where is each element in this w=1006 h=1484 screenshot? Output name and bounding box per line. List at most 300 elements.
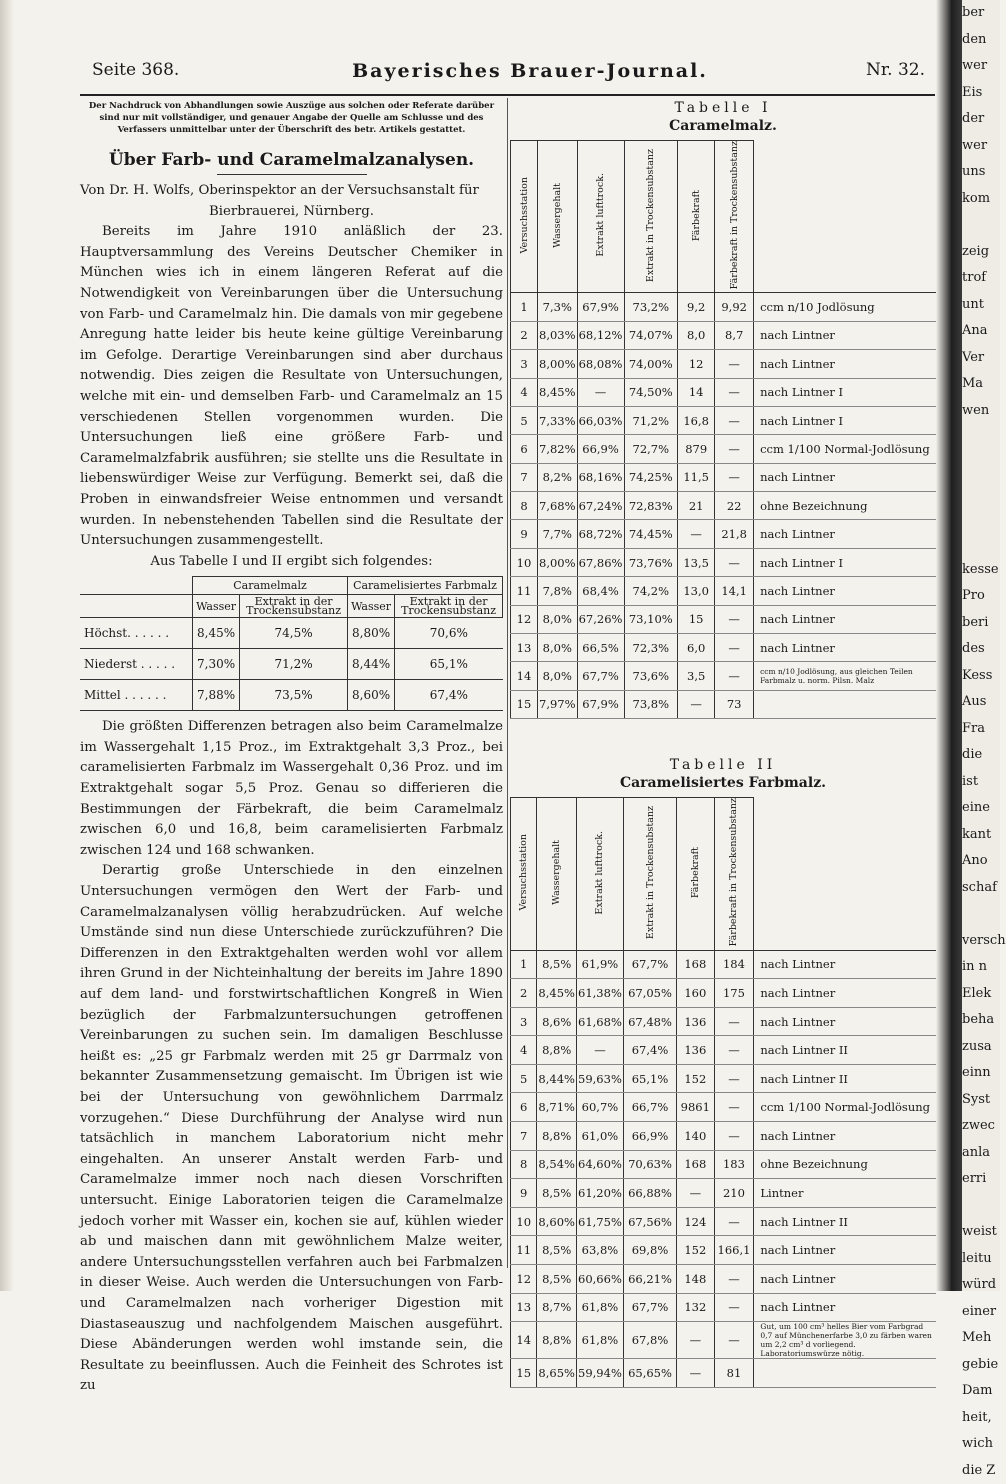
table-cell: —: [714, 1122, 754, 1151]
table-row: [511, 950, 937, 979]
strip-line: des: [962, 636, 1000, 663]
table-cell: 8,03%: [538, 321, 578, 349]
strip-line: ist: [962, 769, 1000, 796]
table-cell: 16,8: [678, 406, 715, 434]
table-cell: 8,8%: [537, 1036, 577, 1065]
table-cell: —: [715, 378, 754, 406]
table-row: [511, 1207, 937, 1236]
table-cell: 68,08%: [577, 350, 624, 378]
table-cell: 72,7%: [624, 435, 678, 463]
table-row: [511, 1093, 937, 1122]
table-cell: 67,9%: [577, 293, 624, 321]
table-cell: 61,75%: [576, 1207, 623, 1236]
method-note: nach Lintner: [754, 1265, 936, 1294]
strip-line: gebie: [962, 1352, 1000, 1379]
table-cell: 61,8%: [576, 1293, 623, 1322]
table-row: [511, 634, 937, 662]
table-cell: 59,94%: [576, 1359, 623, 1388]
t1-header: Versuchsstation: [519, 177, 530, 254]
table-cell: 72,3%: [624, 634, 678, 662]
table-cell: —: [715, 634, 754, 662]
strip-line: wer: [962, 53, 1000, 80]
table-row: [511, 520, 937, 548]
strip-line: beha: [962, 1007, 1000, 1034]
method-note: nach Lintner: [754, 1007, 936, 1036]
table-cell: 136: [677, 1007, 714, 1036]
table-cell: 12: [678, 350, 715, 378]
table-cell: —: [714, 1322, 754, 1359]
table-cell: 183: [714, 1150, 754, 1179]
table-row: [511, 1150, 937, 1179]
table-cell: 8,5%: [537, 950, 577, 979]
table-cell: 3: [511, 1007, 537, 1036]
table-cell: 6,0: [678, 634, 715, 662]
strip-line: leitu: [962, 1246, 1000, 1273]
method-note: ccm n/10 Jodlösung, aus gleichen Teilen Farbmalz u. norm. Pilsn. Malz: [754, 662, 936, 690]
table-cell: 68,4%: [577, 577, 624, 605]
table-cell: —: [714, 1265, 754, 1294]
table-cell: 15: [511, 1359, 537, 1388]
right-column: [510, 98, 936, 1388]
method-note: nach Lintner II: [754, 1064, 936, 1093]
summary-cell: 73,5%: [240, 680, 348, 711]
strip-line: Dam: [962, 1378, 1000, 1405]
table-cell: 8,0: [678, 321, 715, 349]
method-note: nach Lintner I: [754, 378, 936, 406]
table-cell: 9,2: [678, 293, 715, 321]
summary-cell: 71,2%: [240, 649, 348, 680]
table-cell: —: [715, 463, 754, 491]
table2-title: Tabelle II: [510, 757, 936, 773]
method-note: nach Lintner: [754, 634, 936, 662]
table-cell: 66,9%: [577, 435, 624, 463]
table-cell: 7,68%: [538, 492, 578, 520]
table-row: [511, 378, 937, 406]
table-row: [511, 548, 937, 576]
table-cell: —: [576, 1036, 623, 1065]
table-cell: 2: [511, 321, 538, 349]
method-note: nach Lintner: [754, 1122, 936, 1151]
strip-line: kesse: [962, 557, 1000, 584]
table-cell: 81: [714, 1359, 754, 1388]
table-cell: 8: [511, 492, 538, 520]
table-cell: 8,7: [715, 321, 754, 349]
table-cell: 73,10%: [624, 605, 678, 633]
table-cell: 60,66%: [576, 1265, 623, 1294]
strip-line: Fra: [962, 716, 1000, 743]
table-cell: 7: [511, 463, 538, 491]
table-row: [511, 1036, 937, 1065]
table-row: [511, 406, 937, 434]
table-cell: 7,97%: [538, 690, 578, 718]
table-cell: 152: [677, 1236, 714, 1265]
t2-header: Färbekraft in Trockensubstanz: [728, 798, 739, 946]
summary-col-water: Wasser: [193, 595, 240, 618]
table-cell: 13,5: [678, 548, 715, 576]
table1-subtitle: Caramelmalz.: [510, 118, 936, 134]
table-cell: 71,2%: [624, 406, 678, 434]
table-cell: 7,8%: [538, 577, 578, 605]
table-cell: 67,24%: [577, 492, 624, 520]
page-number: Seite 368.: [92, 60, 179, 80]
table-cell: —: [677, 1179, 714, 1208]
table-cell: 7,3%: [538, 293, 578, 321]
table-cell: —: [577, 378, 624, 406]
summary-cell: 7,30%: [193, 649, 240, 680]
table-row: [511, 662, 937, 690]
table-row: [511, 293, 937, 321]
table-cell: 67,7%: [577, 662, 624, 690]
table-cell: 73,2%: [624, 293, 678, 321]
method-note: nach Lintner: [754, 1293, 936, 1322]
paragraph-1: Bereits im Jahre 1910 anläßlich der 23. Hauptversammlung des Vereins Deutscher Chemiker in München wies ich in einem längeren Referat auf die Notwendigkeit von Vereinbarungen über die Untersuchung von Farb- und Caramelmalz hin. Die damals von mir gegebene Anregung hatte leider bis heute keine gültige Vereinbarung im Gefolge. Derartige Vereinbarungen sind aber durchaus notwendig. Dies zeigen die Resultate von Untersuchungen, welche mit ein- und demselben Farb- und Caramelmalz an 15 verschiedenen Stellen vorgenommen wurden. Die Untersuchungen ließ eine größere Farb- und Caramelmalzfabrik ausführen; sie stellte uns die Resultate in liebenswürdiger Weise zur Verfügung. Bemerkt sei, daß die Proben in einwandsfreier Weise entnommen und versandt wurden. In nebenstehenden Tabellen sind die Resultate der Untersuchungen zusammengestellt.: [80, 222, 503, 552]
summary-col-extract: Extrakt in der Trockensubstanz: [395, 595, 503, 618]
table-cell: 166,1: [714, 1236, 754, 1265]
method-note: nach Lintner I: [754, 406, 936, 434]
table-cell: 8,44%: [537, 1064, 577, 1093]
author-line: Von Dr. H. Wolfs, Oberinspektor an der Versuchsanstalt für: [80, 181, 503, 202]
strip-line: kant: [962, 822, 1000, 849]
method-note: nach Lintner: [754, 950, 936, 979]
method-note: nach Lintner: [754, 979, 936, 1008]
table-cell: 67,8%: [623, 1322, 676, 1359]
strip-line: zwec: [962, 1113, 1000, 1140]
table-cell: 2: [511, 979, 537, 1008]
table-cell: 8,0%: [538, 634, 578, 662]
method-note: nach Lintner: [754, 350, 936, 378]
method-note: nach Lintner I: [754, 548, 936, 576]
t2-header: Versuchsstation: [518, 834, 529, 911]
table-cell: 11,5: [678, 463, 715, 491]
table-cell: 8,2%: [538, 463, 578, 491]
method-note: ccm 1/100 Normal-Jodlösung: [754, 435, 936, 463]
table-row: [511, 1236, 937, 1265]
summary-cell: 8,44%: [348, 649, 395, 680]
strip-line: [962, 504, 1000, 531]
strip-line: einer: [962, 1299, 1000, 1326]
table1-title: Tabelle I: [510, 100, 936, 116]
table-cell: —: [677, 1322, 714, 1359]
table-row: [511, 1265, 937, 1294]
table-cell: 7,82%: [538, 435, 578, 463]
table-row: [511, 605, 937, 633]
table-cell: 21,8: [715, 520, 754, 548]
table-row: [511, 1322, 937, 1359]
table-cell: 8,5%: [537, 1179, 577, 1208]
table-cell: 67,26%: [577, 605, 624, 633]
table-cell: 66,7%: [623, 1093, 676, 1122]
table-cell: —: [677, 1359, 714, 1388]
table-cell: 67,9%: [577, 690, 624, 718]
reprint-notice: Der Nachdruck von Abhandlungen sowie Auszüge aus solchen oder Referate darüber sind nur mit vollständiger, und genauer Angabe der Quelle am Schlusse und des Verfassers unmittelbar unter der Überschrift des betr. Artikels gestattet.: [80, 100, 503, 136]
table-row: [511, 577, 937, 605]
table-cell: 21: [678, 492, 715, 520]
table-cell: 13,0: [678, 577, 715, 605]
method-note: nach Lintner: [754, 321, 936, 349]
summary-cell: 8,45%: [193, 618, 240, 649]
strip-line: [962, 424, 1000, 451]
table-cell: 8: [511, 1150, 537, 1179]
table-row: [511, 1122, 937, 1151]
adjacent-page-strip: [962, 0, 1000, 1291]
table-cell: —: [715, 605, 754, 633]
strip-line: uns: [962, 159, 1000, 186]
table-cell: 22: [715, 492, 754, 520]
strip-line: versch: [962, 928, 1000, 955]
table-cell: 8,65%: [537, 1359, 577, 1388]
table-cell: 8,00%: [538, 350, 578, 378]
strip-line: [962, 477, 1000, 504]
t2-header: Extrakt lufttrock.: [594, 831, 605, 915]
method-note: [754, 690, 936, 718]
table-cell: 68,16%: [577, 463, 624, 491]
table-cell: 61,68%: [576, 1007, 623, 1036]
table-cell: 8,45%: [538, 378, 578, 406]
summary-label: Mittel . . . . . .: [80, 680, 193, 711]
table-cell: 175: [714, 979, 754, 1008]
table-cell: 67,4%: [623, 1036, 676, 1065]
strip-line: ber: [962, 0, 1000, 27]
strip-line: [962, 530, 1000, 557]
method-note: ccm n/10 Jodlösung: [754, 293, 936, 321]
table-cell: 184: [714, 950, 754, 979]
author-affiliation: Bierbrauerei, Nürnberg.: [80, 202, 503, 223]
summary-cell: 8,60%: [348, 680, 395, 711]
strip-line: wer: [962, 133, 1000, 160]
table-cell: 61,9%: [576, 950, 623, 979]
table-cell: —: [715, 548, 754, 576]
table-cell: 15: [678, 605, 715, 633]
strip-line: die Z: [962, 1458, 1000, 1484]
table-cell: 64,60%: [576, 1150, 623, 1179]
scan-edge: [0, 0, 14, 1291]
strip-line: [962, 451, 1000, 478]
table-cell: 63,8%: [576, 1236, 623, 1265]
table-cell: 1: [511, 950, 537, 979]
table-cell: 210: [714, 1179, 754, 1208]
table-cell: 9861: [677, 1093, 714, 1122]
table-cell: 61,0%: [576, 1122, 623, 1151]
table-cell: 66,5%: [577, 634, 624, 662]
strip-line: Ver: [962, 345, 1000, 372]
table-cell: 68,72%: [577, 520, 624, 548]
table-row: [511, 1359, 937, 1388]
table-cell: —: [678, 520, 715, 548]
table-row: [511, 350, 937, 378]
table-cell: 3: [511, 350, 538, 378]
column-divider: [507, 98, 508, 1268]
summary-cell: 67,4%: [395, 680, 503, 711]
table-cell: 10: [511, 1207, 537, 1236]
strip-line: Eis: [962, 80, 1000, 107]
table-cell: 140: [677, 1122, 714, 1151]
table-row: [511, 435, 937, 463]
table-cell: 65,1%: [623, 1064, 676, 1093]
strip-line: wen: [962, 398, 1000, 425]
table-cell: —: [715, 662, 754, 690]
table-cell: 124: [677, 1207, 714, 1236]
strip-line: anla: [962, 1140, 1000, 1167]
table-cell: 74,50%: [624, 378, 678, 406]
article-body: [80, 181, 503, 1397]
table-cell: 74,25%: [624, 463, 678, 491]
strip-line: Aus: [962, 689, 1000, 716]
table-cell: 13: [511, 1293, 537, 1322]
table-row: [511, 690, 937, 718]
strip-line: unt: [962, 292, 1000, 319]
table-cell: 11: [511, 1236, 537, 1265]
table-cell: 8,0%: [538, 662, 578, 690]
method-note: [754, 1359, 936, 1388]
table2-subtitle: Caramelisiertes Farbmalz.: [510, 775, 936, 791]
table-cell: 73,8%: [624, 690, 678, 718]
summary-cell: 74,5%: [240, 618, 348, 649]
table-cell: 13: [511, 634, 538, 662]
strip-line: [962, 1193, 1000, 1220]
table-cell: 67,48%: [623, 1007, 676, 1036]
table-cell: 14,1: [715, 577, 754, 605]
table-cell: 70,63%: [623, 1150, 676, 1179]
table-row: [511, 1007, 937, 1036]
table-cell: 14: [511, 662, 538, 690]
table-cell: —: [714, 1293, 754, 1322]
table-cell: 65,65%: [623, 1359, 676, 1388]
method-note: nach Lintner: [754, 605, 936, 633]
method-note: nach Lintner: [754, 1236, 936, 1265]
table-cell: 59,63%: [576, 1064, 623, 1093]
method-note: ohne Bezeichnung: [754, 1150, 936, 1179]
strip-line: kom: [962, 186, 1000, 213]
table-cell: 4: [511, 378, 538, 406]
book-fold-shadow: [936, 0, 962, 1291]
table-cell: 66,21%: [623, 1265, 676, 1294]
table-row: [511, 492, 937, 520]
table-cell: 5: [511, 1064, 537, 1093]
strip-line: Syst: [962, 1087, 1000, 1114]
table-cell: —: [714, 1093, 754, 1122]
summary-row: [80, 680, 503, 711]
table-cell: 879: [678, 435, 715, 463]
strip-line: zusa: [962, 1034, 1000, 1061]
method-note: nach Lintner: [754, 577, 936, 605]
table-cell: 12: [511, 1265, 537, 1294]
strip-line: den: [962, 27, 1000, 54]
table-cell: 8,5%: [537, 1265, 577, 1294]
summary-label: Höchst. . . . . .: [80, 618, 193, 649]
table-cell: 7,33%: [538, 406, 578, 434]
strip-line: erri: [962, 1166, 1000, 1193]
t1-header: Wassergehalt: [552, 183, 563, 248]
table-cell: 9,92: [715, 293, 754, 321]
table-cell: 14: [511, 1322, 537, 1359]
strip-line: der: [962, 106, 1000, 133]
t2-header: Wassergehalt: [551, 840, 562, 905]
paragraph-2: Aus Tabelle I und II ergibt sich folgendes:: [80, 552, 503, 573]
table-cell: 7,7%: [538, 520, 578, 548]
left-column: [80, 100, 503, 1397]
strip-line: Pro: [962, 583, 1000, 610]
t1-header: Extrakt lufttrock.: [595, 173, 606, 257]
strip-line: Ana: [962, 318, 1000, 345]
table-row: [511, 463, 937, 491]
table2: [510, 797, 936, 1388]
t2-header: Färbekraft: [690, 847, 701, 898]
method-note: nach Lintner: [754, 463, 936, 491]
table-cell: 8,0%: [538, 605, 578, 633]
table-cell: 69,8%: [623, 1236, 676, 1265]
strip-line: Kess: [962, 663, 1000, 690]
strip-line: weist: [962, 1219, 1000, 1246]
table-cell: 73,6%: [624, 662, 678, 690]
strip-line: würd: [962, 1272, 1000, 1299]
summary-cell: 70,6%: [395, 618, 503, 649]
table-cell: 61,38%: [576, 979, 623, 1008]
strip-line: schaf: [962, 875, 1000, 902]
table-cell: —: [714, 1007, 754, 1036]
method-note: ccm 1/100 Normal-Jodlösung: [754, 1093, 936, 1122]
table-cell: 10: [511, 548, 538, 576]
table-cell: —: [714, 1207, 754, 1236]
table-cell: 4: [511, 1036, 537, 1065]
table-cell: —: [715, 406, 754, 434]
table-cell: 7: [511, 1122, 537, 1151]
table-cell: 8,54%: [537, 1150, 577, 1179]
strip-line: Elek: [962, 981, 1000, 1008]
table-cell: 11: [511, 577, 538, 605]
table-cell: 148: [677, 1265, 714, 1294]
table-row: [511, 1064, 937, 1093]
strip-line: zeig: [962, 239, 1000, 266]
summary-row: [80, 618, 503, 649]
method-note: Lintner: [754, 1179, 936, 1208]
table-cell: 9: [511, 520, 538, 548]
table-cell: 15: [511, 690, 538, 718]
strip-line: die: [962, 742, 1000, 769]
table-cell: 12: [511, 605, 538, 633]
table-cell: 67,7%: [623, 950, 676, 979]
table-cell: 66,9%: [623, 1122, 676, 1151]
table-cell: 74,07%: [624, 321, 678, 349]
table-cell: 5: [511, 406, 538, 434]
table-cell: 8,8%: [537, 1322, 577, 1359]
table-cell: 67,05%: [623, 979, 676, 1008]
summary-table: [80, 576, 503, 711]
method-note: nach Lintner II: [754, 1207, 936, 1236]
table-cell: 8,8%: [537, 1122, 577, 1151]
table-cell: 8,5%: [537, 1236, 577, 1265]
table-cell: 72,83%: [624, 492, 678, 520]
method-note: Gut, um 100 cm³ helles Bier vom Farbgrad 0,7 auf Münchenerfarbe 3,0 zu färben waren um 2,2 cm³ d vorliegend. Laboratoriumswürze nötig.: [754, 1322, 936, 1359]
summary-group-caramel: Caramelmalz: [193, 577, 348, 595]
summary-row: [80, 649, 503, 680]
table-cell: 14: [678, 378, 715, 406]
strip-line: in n: [962, 954, 1000, 981]
journal-title: Bayerisches Brauer-Journal.: [320, 60, 740, 82]
t1-header: Färbekraft: [691, 190, 702, 241]
table-cell: 61,20%: [576, 1179, 623, 1208]
summary-label: Niederst . . . . .: [80, 649, 193, 680]
table-cell: 8,45%: [537, 979, 577, 1008]
table-cell: 67,7%: [623, 1293, 676, 1322]
table-cell: 74,00%: [624, 350, 678, 378]
table-cell: 66,88%: [623, 1179, 676, 1208]
table-row: [511, 979, 937, 1008]
summary-group-farbmalz: Caramelisiertes Farbmalz: [348, 577, 503, 595]
strip-line: Ano: [962, 848, 1000, 875]
method-note: nach Lintner II: [754, 1036, 936, 1065]
table-cell: 168: [677, 950, 714, 979]
table-cell: 168: [677, 1150, 714, 1179]
